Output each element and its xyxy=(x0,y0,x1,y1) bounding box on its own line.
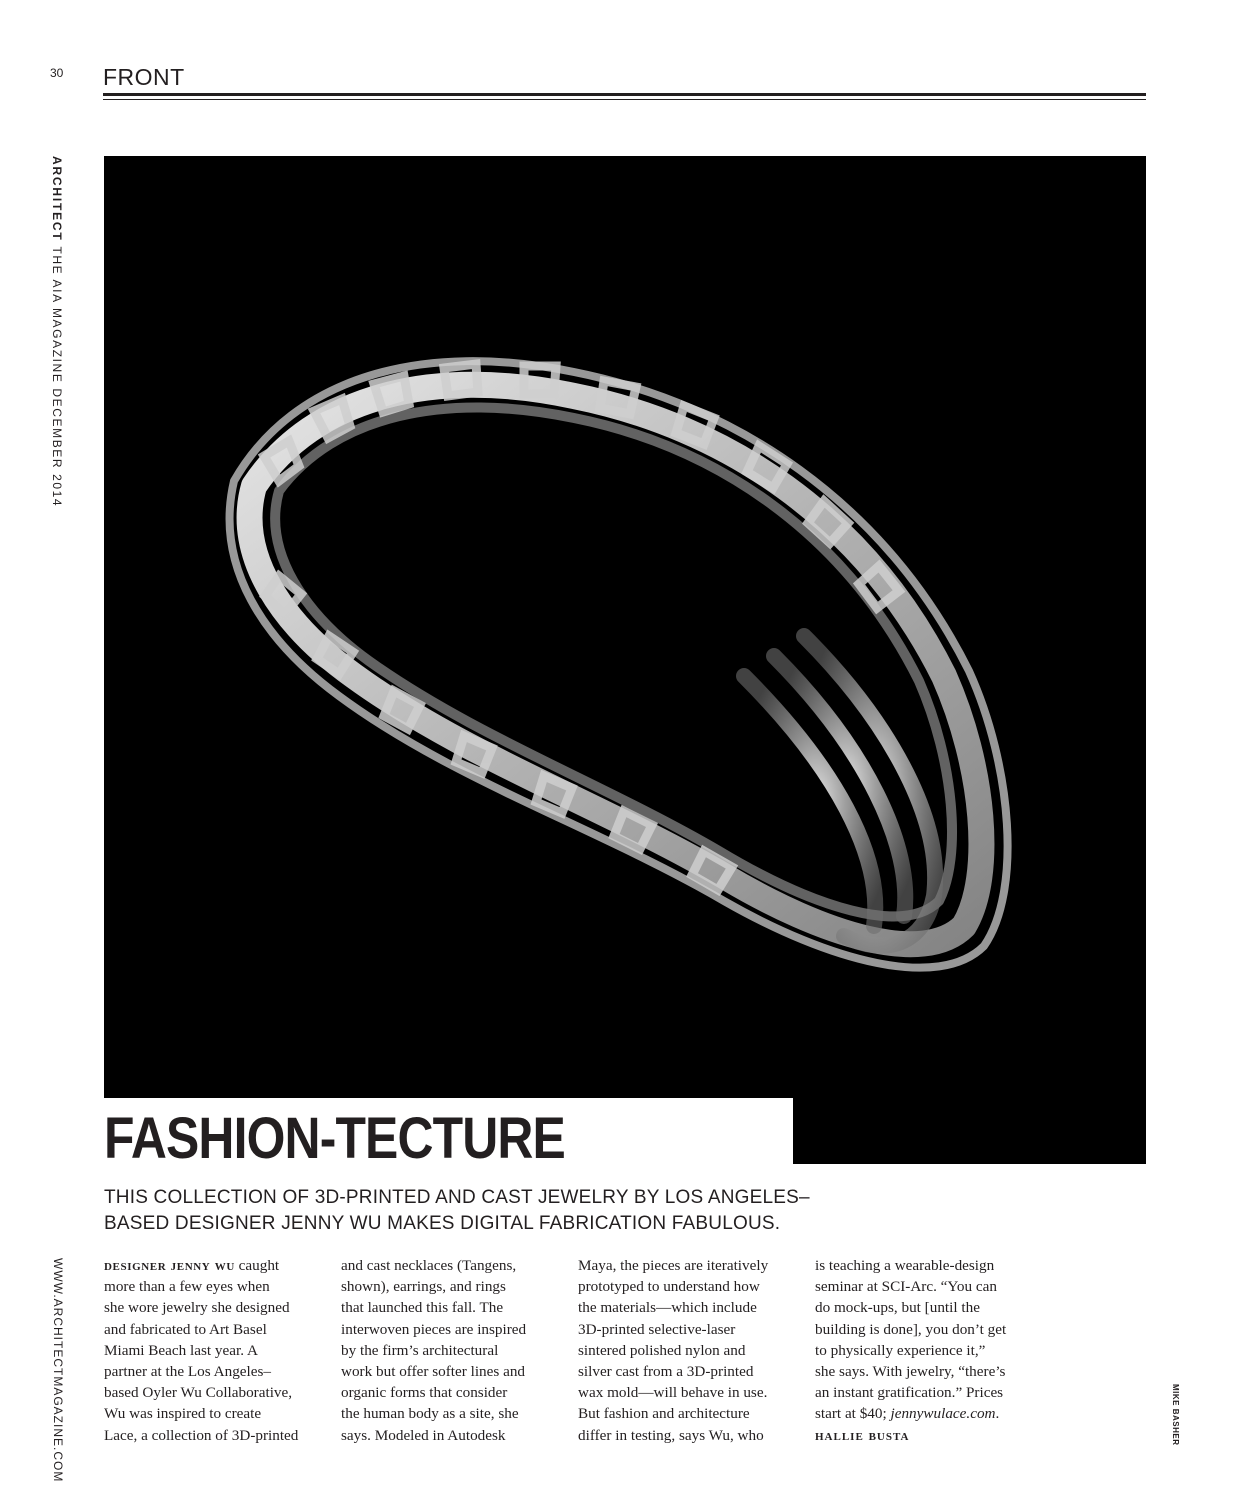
body-line: Maya, the pieces are iteratively xyxy=(578,1257,769,1274)
spine-magazine-label xyxy=(50,156,64,507)
header-rule-thin xyxy=(103,99,1146,100)
spine-url: WWW.ARCHITECTMAGAZINE.COM xyxy=(51,1258,65,1483)
headline-box xyxy=(104,1098,793,1178)
body-line: more than a few eyes when xyxy=(104,1278,270,1296)
period: . xyxy=(995,1405,1000,1423)
body-line: work but offer softer lines and xyxy=(341,1363,526,1381)
jewelry-photo xyxy=(104,156,1146,1164)
body-line: seminar at SCI-Arc. “You can xyxy=(815,1278,997,1296)
deck xyxy=(104,1185,810,1237)
price-text: start at $40; xyxy=(815,1405,891,1423)
body-line: an instant gratification.” Prices xyxy=(815,1384,1004,1402)
necklace-illustration xyxy=(104,156,1146,1164)
body-line xyxy=(815,1403,1035,1424)
body-line: the human body as a site, she xyxy=(341,1405,519,1423)
body-line: do mock-ups, but [until the xyxy=(815,1299,980,1317)
body-line: that launched this fall. The xyxy=(341,1299,504,1317)
body-line xyxy=(104,1255,324,1276)
body-line: based Oyler Wu Collaborative, xyxy=(104,1384,293,1402)
headline: FASHION-TECTURE xyxy=(104,1106,565,1171)
page-number: 30 xyxy=(50,66,64,80)
deck-line: BASED DESIGNER JENNY WU MAKES DIGITAL FABRICATION FABULOUS. xyxy=(104,1213,781,1234)
body-line: organic forms that consider xyxy=(341,1384,508,1402)
deck-line: THIS COLLECTION OF 3D-PRINTED AND CAST JEWELRY BY LOS ANGELES– xyxy=(104,1187,810,1208)
body-line: interwoven pieces are inspired xyxy=(341,1320,527,1338)
body-line: silver cast from a 3D-printed xyxy=(578,1363,754,1381)
section-title: FRONT xyxy=(103,64,185,90)
body-line: prototyped to understand how xyxy=(578,1278,760,1296)
header-rule-thick xyxy=(103,93,1146,96)
body-line: she says. With jewelry, “there’s xyxy=(815,1363,1006,1381)
body-line: 3D-printed selective-laser xyxy=(578,1320,736,1338)
spine-issue: THE AIA MAGAZINE DECEMBER 2014 xyxy=(50,246,64,508)
body-line: she wore jewelry she designed xyxy=(104,1299,290,1317)
body-line: shown), earrings, and rings xyxy=(341,1278,506,1296)
body-line: to physically experience it,” xyxy=(815,1341,986,1359)
body-line: the materials—which include xyxy=(578,1299,757,1317)
body-line: partner at the Los Angeles– xyxy=(104,1363,272,1381)
body-line: building is done], you don’t get xyxy=(815,1320,1007,1338)
body-line: wax mold—will behave in use. xyxy=(578,1384,768,1402)
spine-brand: ARCHITECT xyxy=(50,156,64,242)
body-line: Wu was inspired to create xyxy=(104,1405,262,1423)
body-line: sintered polished nylon and xyxy=(578,1341,746,1359)
body-line: differ in testing, says Wu, who xyxy=(578,1426,764,1444)
body-column-4 xyxy=(815,1255,1035,1446)
lead-in: designer jenny wu xyxy=(104,1257,235,1274)
body-column-2 xyxy=(341,1255,561,1446)
lead-in-continuation: caught xyxy=(234,1257,280,1274)
body-line: Miami Beach last year. A xyxy=(104,1341,258,1359)
body-line: But fashion and architecture xyxy=(578,1405,750,1423)
body-column-3 xyxy=(578,1255,798,1446)
body-line: by the firm’s architectural xyxy=(341,1341,499,1359)
byline: hallie busta xyxy=(815,1426,910,1444)
body-line: and cast necklaces (Tangens, xyxy=(341,1257,517,1274)
body-line: and fabricated to Art Basel xyxy=(104,1320,267,1338)
body-line: is teaching a wearable-design xyxy=(815,1257,995,1274)
body-line: says. Modeled in Autodesk xyxy=(341,1426,506,1444)
photo-credit: MIKE BASHER xyxy=(1171,1384,1180,1446)
body-line: Lace, a collection of 3D-printed xyxy=(104,1426,299,1444)
body-column-1 xyxy=(104,1255,324,1446)
website-link[interactable]: jennywulace.com xyxy=(890,1405,996,1423)
